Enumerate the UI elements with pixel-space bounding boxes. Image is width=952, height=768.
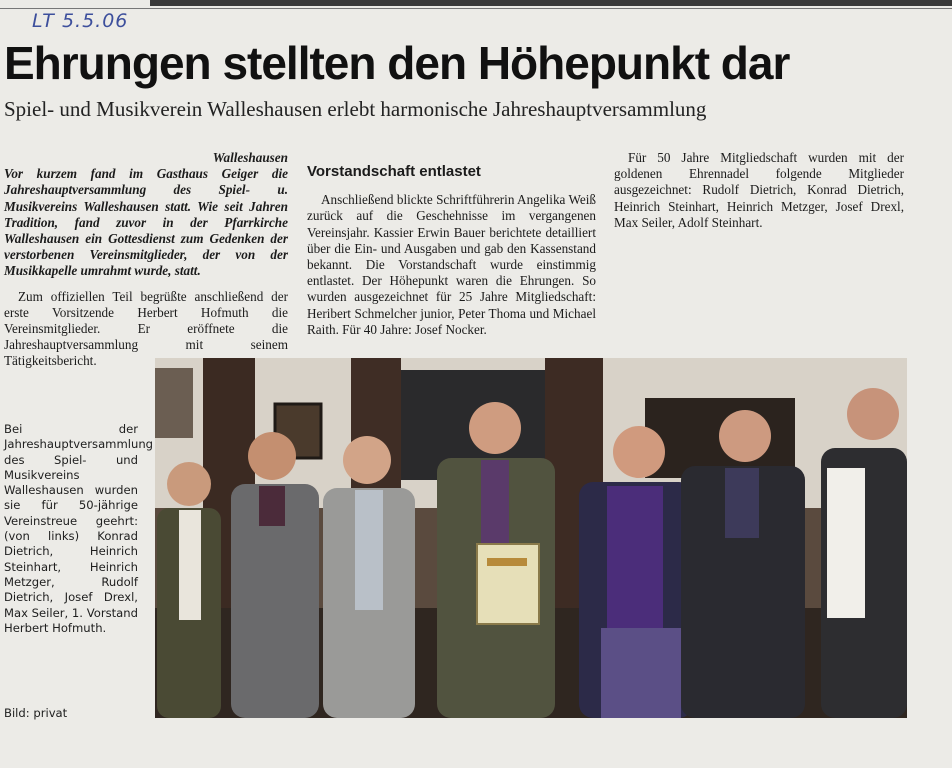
group-photo-illustration [155,358,907,718]
photo-credit: Bild: privat [4,706,68,720]
section-heading: Vorstandschaft entlastet [307,163,481,180]
body-paragraph-3: Für 50 Jahre Mitgliedschaft wurden mit der goldenen Ehrennadel folgende Mitglieder ausgezeichnet: Rudolf Dietrich, Konrad Dietrich, Heinrich Steinhart, Heinrich Metzger, Josef Drexl, Max Seiler, Adolf Steinhart. [614,150,904,230]
article-column-2 [307,150,596,338]
header-divider [0,8,952,9]
group-photo [155,358,907,718]
headline: Ehrungen stellten den Höhepunkt dar [4,37,790,89]
dateline: Walleshausen [212,150,288,165]
article-column-3 [614,150,904,231]
handwritten-date: LT 5.5.06 [32,10,129,32]
photo-caption: Bei der Jahreshauptversammlung des Spiel- und Musikvereins Walleshausen wurden sie für 50-jährige Vereinstreue geehrt: (von links) Konrad Dietrich, Heinrich Steinhart, Heinrich Metzger, Rudolf Dietrich, Josef Drexl, Max Seiler, 1. Vorstand Herbert Hofmuth. [4,422,154,635]
top-rule [150,0,952,6]
body-paragraph-1: Zum offiziellen Teil begrüßte anschließend der erste Vorsitzende Herbert Hofmuth die Vereinsmitglieder. Er eröffnete die Jahreshauptversammlung mit seinem Tätigkeitsbericht. [4,288,288,369]
article-column-1 [4,150,288,370]
subheadline: Spiel- und Musikverein Walleshausen erlebt harmonische Jahreshauptversammlung [4,97,707,121]
lead-paragraph: Vor kurzem fand im Gasthaus Geiger die Jahreshauptversammlung des Spiel- u. Musikvereins Walleshausen statt. Wie seit Jahren Tradition, fand zuvor in der Pfarrkirche Walleshausen ein Gottesdienst zum Gedenken der verstorbenen Vereinsmitglieder, der von der Musikkapelle umrahmt wurde, statt. [4,166,288,279]
body-paragraph-2: Anschließend blickte Schriftführerin Angelika Weiß zurück auf die Geschehnisse im vergangenen Vereinsjahr. Kassier Erwin Bauer berichtete detailliert über die Ein- und Ausgaben und gab den Kassenstand bekannt. Die Vorstandschaft wurde einstimmig entlastet. Der Höhepunkt waren die Ehrungen. So wurden ausgezeichnet für 25 Jahre Mitgliedschaft: Heribert Schmelcher junior, Peter Thoma und Michael Raith. Für 40 Jahre: Josef Nocker. [307,192,596,337]
